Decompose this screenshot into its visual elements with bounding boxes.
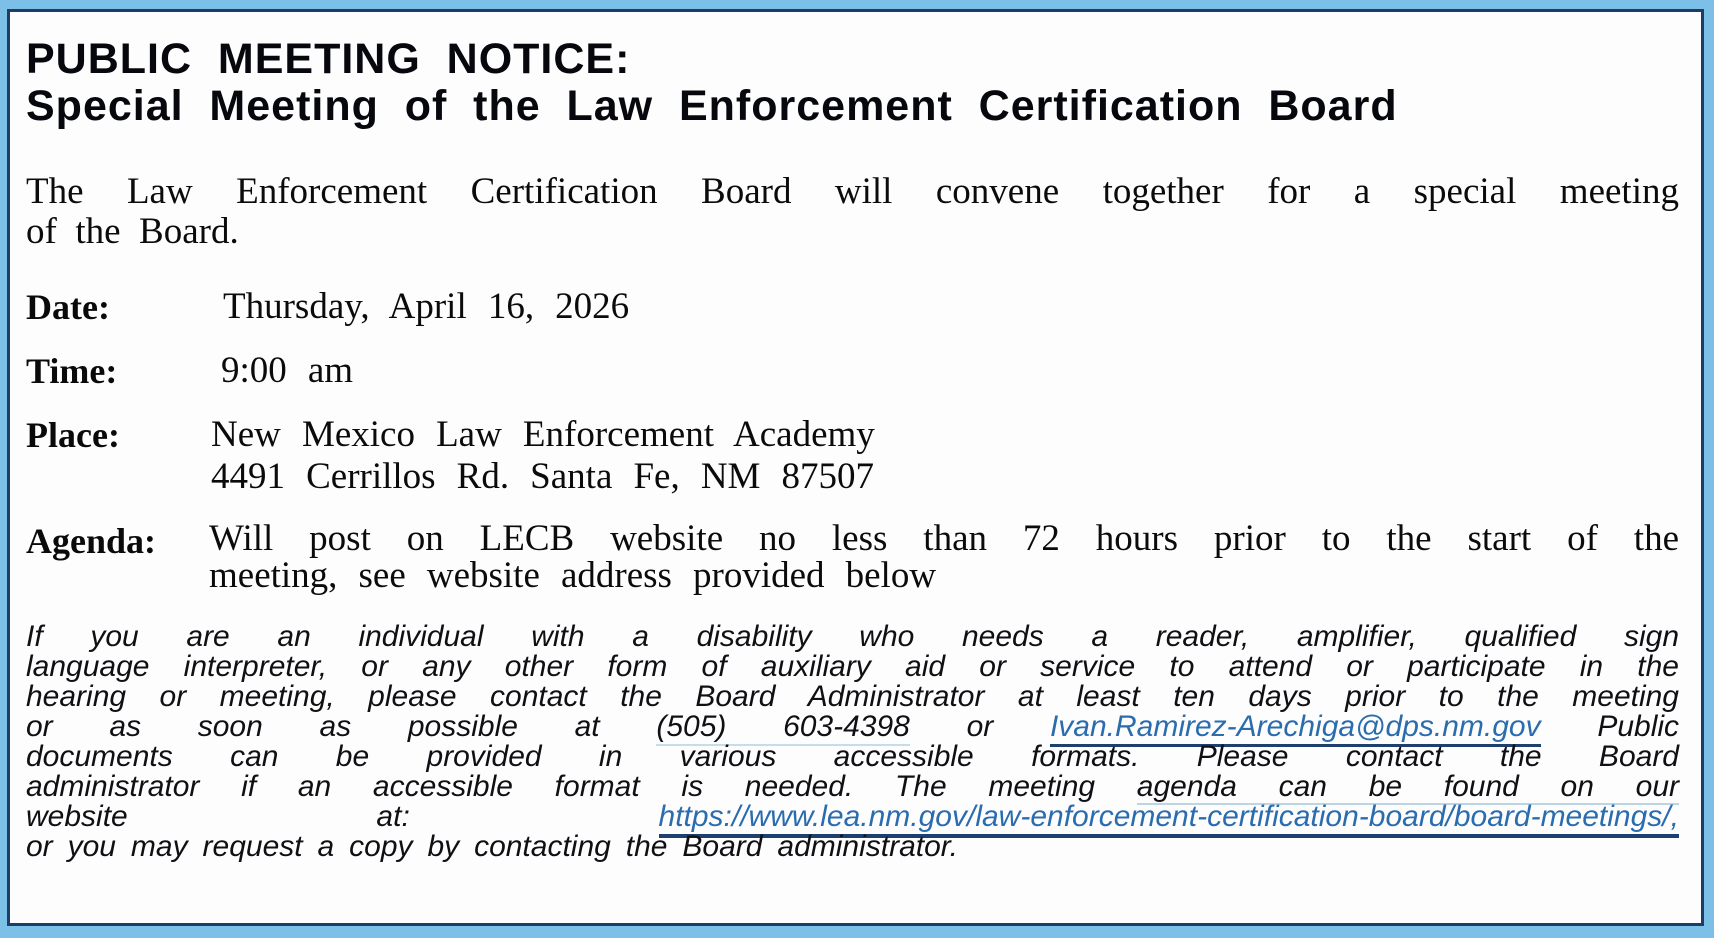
field-row-place <box>26 414 1679 498</box>
agenda-found-text: agenda can be found on our <box>1136 770 1679 803</box>
time-label: Time: <box>26 351 118 391</box>
place-label: Place: <box>26 415 120 455</box>
phone-number: (505) 603-4398 <box>656 710 910 746</box>
place-value <box>209 414 1679 498</box>
accessibility-line-2: language interpreter, or any other form of auxiliary aid or service to attend or participate in the <box>26 650 1679 683</box>
time-value: 9:00 am <box>221 350 354 391</box>
accessibility-line-7 <box>26 802 1679 832</box>
contact-text-mid: or <box>966 710 994 743</box>
agenda-value <box>209 520 1679 594</box>
field-row-agenda <box>26 520 1679 594</box>
contact-text-pre: or as soon as possible at <box>26 710 600 743</box>
accessibility-line-8: or you may request a copy by contacting the Board administrator. <box>26 830 959 863</box>
email-link[interactable]: Ivan.Ramirez-Arechiga@dps.nm.gov <box>1050 710 1541 747</box>
accessibility-line-5: documents can be provided in various accessible formats. Please contact the Board <box>26 740 1679 773</box>
date-label: Date: <box>26 287 110 327</box>
field-row-time <box>26 350 1679 392</box>
meeting-details <box>26 286 1679 594</box>
board-meetings-link[interactable]: https://www.lea.nm.gov/law-enforcement-certification-board/board-meetings/, <box>659 800 1679 838</box>
formats-text: administrator if an accessible format is needed. The meeting <box>26 770 1096 803</box>
agenda-label: Agenda: <box>26 521 157 561</box>
intro-line-2: of the Board. <box>26 211 239 252</box>
accessibility-line-1: If you are an individual with a disability who needs a reader, amplifier, qualified sign <box>26 620 1679 653</box>
notice-title: PUBLIC MEETING NOTICE: <box>26 35 631 83</box>
place-line-2: 4491 Cerrillos Rd. Santa Fe, NM 87507 <box>211 456 875 497</box>
agenda-line-1: Will post on LECB website no less than 72 hours prior to the start of the <box>209 518 1679 559</box>
contact-text-post: Public <box>1597 710 1680 743</box>
accessibility-line-6 <box>26 772 1679 802</box>
website-at-text: website at: <box>26 800 410 833</box>
accessibility-line-3: hearing or meeting, please contact the Board Administrator at least ten days prior to the meeting <box>26 680 1679 713</box>
notice-subtitle: Special Meeting of the Law Enforcement Certification Board <box>26 82 1398 130</box>
date-value: Thursday, April 16, 2026 <box>223 286 630 327</box>
accessibility-line-4 <box>26 712 1679 742</box>
notice-document <box>7 9 1704 926</box>
accessibility-paragraph <box>26 622 1679 862</box>
notice-title-block <box>26 36 1679 130</box>
place-line-1: New Mexico Law Enforcement Academy <box>211 414 875 455</box>
field-row-date <box>26 286 1679 328</box>
agenda-line-2: meeting, see website address provided below <box>209 555 937 596</box>
intro-paragraph <box>26 172 1679 252</box>
intro-line-1: The Law Enforcement Certification Board will convene together for a special meeting <box>26 171 1679 212</box>
